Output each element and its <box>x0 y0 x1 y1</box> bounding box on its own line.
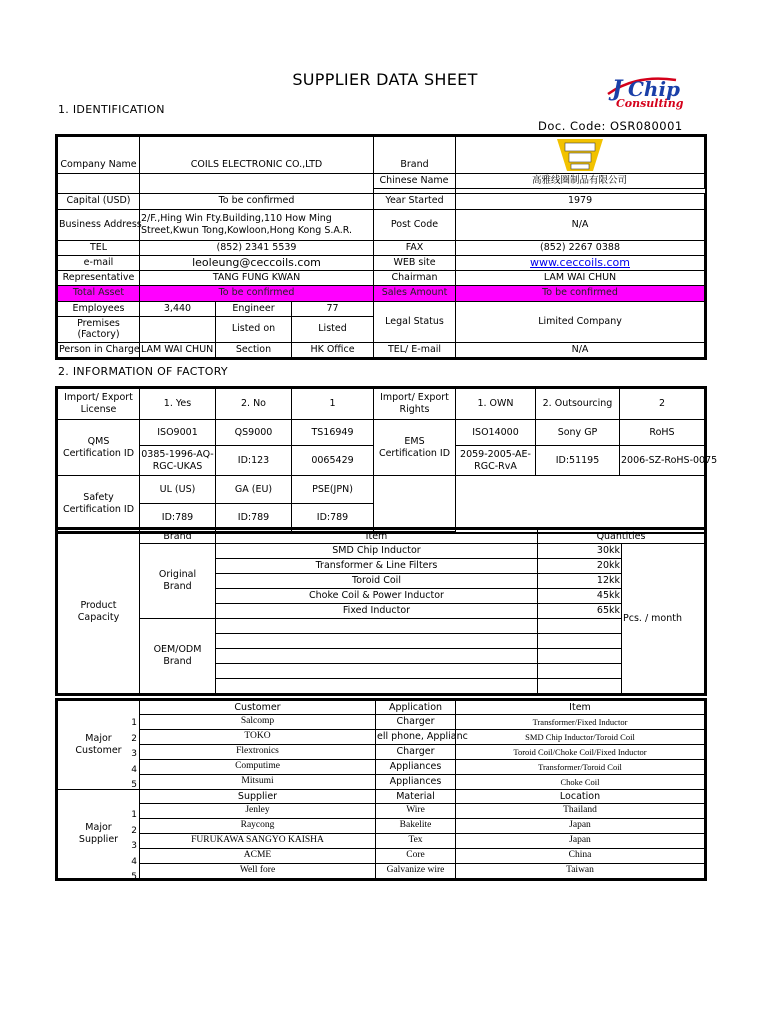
chinese-name-value-cell: 高雅线圈制品有限公司 <box>455 174 704 189</box>
ems-sony-gp: Sony GP <box>536 420 620 446</box>
oem-odm-brand-label: OEM/ODM Brand <box>140 619 216 694</box>
customer-name: Salcomp <box>140 715 376 730</box>
total-asset-value: To be confirmed <box>140 285 374 301</box>
capacity-item-empty <box>216 619 538 634</box>
qms-qs9000: QS9000 <box>216 420 292 446</box>
option-outsourcing: 2. Outsourcing <box>536 389 620 420</box>
qms-iso9001: ISO9001 <box>140 420 216 446</box>
tel-email-label: TEL/ E-mail <box>374 342 456 357</box>
address-line-1: 2/F.,Hing Win Fty.Building,110 How Ming <box>141 213 332 224</box>
capacity-item: SMD Chip Inductor <box>216 544 538 559</box>
supplier-location: Japan <box>456 819 705 834</box>
capacity-item: Transformer & Line Filters <box>216 559 538 574</box>
cec-brand-icon <box>555 137 605 173</box>
capacity-qty-empty <box>538 649 622 664</box>
capacity-qty: 30kk <box>538 544 622 559</box>
employees-value: 3,440 <box>140 301 216 316</box>
doc-code: Doc. Code: OSR080001 <box>538 119 683 133</box>
capacity-qty-empty <box>538 664 622 679</box>
supplier-name: Jenley <box>140 804 376 819</box>
chinese-name-row <box>57 173 705 189</box>
svg-text:Chip: Chip <box>628 77 681 101</box>
ems-rohs: RoHS <box>620 420 705 446</box>
representative-label: Representative <box>58 270 140 285</box>
year-started-value: 1979 <box>456 193 705 209</box>
capital-label: Capital (USD) <box>58 193 140 209</box>
business-address-label: Business Address <box>58 209 140 240</box>
supplier-location: Taiwan <box>456 864 705 879</box>
customer-name: TOKO <box>140 730 376 745</box>
capacity-item: Fixed Inductor <box>216 604 538 619</box>
employees-label: Employees <box>58 301 140 316</box>
safety-pse: PSE(JPN) <box>292 476 374 504</box>
post-code-value: N/A <box>456 209 705 240</box>
total-asset-label: Total Asset <box>58 285 140 301</box>
section-value: HK Office <box>292 342 374 357</box>
capacity-qty-empty <box>538 619 622 634</box>
import-export-license-label: Import/ Export License <box>58 389 140 420</box>
tel-value: (852) 2341 5539 <box>140 240 374 255</box>
supplier-location: Thailand <box>456 804 705 819</box>
tel-email-value: N/A <box>456 342 705 357</box>
customer-name: Mitsumi <box>140 775 376 790</box>
product-capacity-label: Product Capacity <box>58 530 140 694</box>
major-supplier-label: Major Supplier <box>58 790 140 879</box>
capacity-item-empty <box>216 649 538 664</box>
customer-application: Charger <box>376 745 456 760</box>
fax-label: FAX <box>374 240 456 255</box>
section-label: Section <box>216 342 292 357</box>
capacity-qty: 65kk <box>538 604 622 619</box>
sales-amount-label: Sales Amount <box>374 285 456 301</box>
supplier-name: Well fore <box>140 864 376 879</box>
qms-label: QMS Certification ID <box>58 420 140 476</box>
customer-item: SMD Chip Inductor/Toroid Coil <box>456 730 705 745</box>
customer-item: Toroid Coil/Choke Coil/Fixed Inductor <box>456 745 705 760</box>
capacity-item: Choke Coil & Power Inductor <box>216 589 538 604</box>
company-name-label: Company Name <box>58 137 140 194</box>
customer-header: Customer <box>140 701 376 715</box>
customer-name: Flextronics <box>140 745 376 760</box>
capacity-qty: 45kk <box>538 589 622 604</box>
qms-iso9001-id: 0385-1996-AQ- RGC-UKAS <box>140 446 216 476</box>
ems-iso14000-id: 2059-2005-AE- RGC-RvA <box>456 446 536 476</box>
customer-item: Transformer/Fixed Inductor <box>456 715 705 730</box>
application-header: Application <box>376 701 456 715</box>
address-line-2: Street,Kwun Tong,Kowloon,Hong Kong S.A.R. <box>141 224 353 236</box>
import-export-license-value: 1 <box>292 389 374 420</box>
safety-ul: UL (US) <box>140 476 216 504</box>
person-in-charge-label: Person in Charge <box>58 342 140 357</box>
import-export-rights-value: 2 <box>620 389 705 420</box>
customer-supplier-table <box>57 700 705 879</box>
qms-ts16949-id: 0065429 <box>292 446 374 476</box>
person-in-charge-value: LAM WAI CHUN <box>140 342 216 357</box>
customer-application: ell phone, Applianc <box>376 730 456 745</box>
section-factory-heading: 2. INFORMATION OF FACTORY <box>58 365 228 378</box>
capacity-qty-empty <box>538 679 622 694</box>
qms-qs9000-id: ID:123 <box>216 446 292 476</box>
original-brand-label: Original Brand <box>140 544 216 619</box>
option-no: 2. No <box>216 389 292 420</box>
legal-status-value: Limited Company <box>456 301 705 342</box>
import-export-rights-label: Import/ Export Rights <box>374 389 456 420</box>
supplier-material: Tex <box>376 834 456 849</box>
empty-cell <box>374 476 456 532</box>
fax-value: (852) 2267 0388 <box>456 240 705 255</box>
capacity-unit: Pcs. / month <box>622 544 705 694</box>
safety-label: Safety Certification ID <box>58 476 140 532</box>
supplier-material: Galvanize wire <box>376 864 456 879</box>
web-link[interactable]: www.ceccoils.com <box>456 255 705 270</box>
email-link[interactable]: leoleung@ceccoils.com <box>140 255 374 270</box>
supplier-header: Supplier <box>140 790 376 804</box>
supplier-material: Bakelite <box>376 819 456 834</box>
legal-status-label: Legal Status <box>374 301 456 342</box>
capacity-qty: 12kk <box>538 574 622 589</box>
capacity-item-empty <box>216 679 538 694</box>
customer-application: Appliances <box>376 775 456 790</box>
year-started-label: Year Started <box>374 193 456 209</box>
supplier-name: ACME <box>140 849 376 864</box>
representative-value: TANG FUNG KWAN <box>140 270 374 285</box>
email-label: e-mail <box>58 255 140 270</box>
option-own: 1. OWN <box>456 389 536 420</box>
company-name-value: COILS ELECTRONIC CO.,LTD <box>140 137 374 194</box>
major-customer-label: Major Customer <box>58 701 140 790</box>
svg-text:J: J <box>612 76 623 102</box>
capacity-qty-header: Quantities <box>538 530 705 544</box>
capacity-qty-empty <box>538 634 622 649</box>
capacity-item-empty <box>216 634 538 649</box>
safety-pse-id: ID:789 <box>292 504 374 532</box>
svg-text:Consulting: Consulting <box>616 97 684 110</box>
page-title: SUPPLIER DATA SHEET <box>292 70 478 89</box>
safety-ga-id: ID:789 <box>216 504 292 532</box>
tel-label: TEL <box>58 240 140 255</box>
location-header: Location <box>456 790 705 804</box>
qms-ts16949: TS16949 <box>292 420 374 446</box>
capacity-item-empty <box>216 664 538 679</box>
supplier-material: Core <box>376 849 456 864</box>
customer-name: Computime <box>140 760 376 775</box>
premises-value <box>140 316 216 342</box>
customer-application: Charger <box>376 715 456 730</box>
engineer-label: Engineer <box>216 301 292 316</box>
chairman-value: LAM WAI CHUN <box>456 270 705 285</box>
listed-value: Listed <box>292 316 374 342</box>
customer-row-numbers: 1 2 3 4 5 <box>131 718 137 791</box>
ems-rohs-id: 2006-SZ-RoHS-0075 <box>620 446 705 476</box>
customer-item: Choke Coil <box>456 775 705 790</box>
listed-on-label: Listed on <box>216 316 292 342</box>
supplier-name: Raycong <box>140 819 376 834</box>
brand-logo-cell <box>456 137 705 178</box>
material-header: Material <box>376 790 456 804</box>
customer-item: Transformer/Toroid Coil <box>456 760 705 775</box>
safety-ga: GA (EU) <box>216 476 292 504</box>
supplier-row-numbers: 1 2 3 4 5 <box>131 810 137 883</box>
section-identification-heading: 1. IDENTIFICATION <box>58 103 165 116</box>
factory-table <box>57 388 718 532</box>
supplier-location: China <box>456 849 705 864</box>
capacity-item-header: Item <box>216 530 538 544</box>
ems-label: EMS Certification ID <box>374 420 456 476</box>
empty-area <box>456 476 705 532</box>
premises-label: Premises (Factory) <box>58 316 140 342</box>
web-label: WEB site <box>374 255 456 270</box>
identification-table <box>57 136 705 358</box>
chairman-label: Chairman <box>374 270 456 285</box>
capacity-table <box>57 529 705 694</box>
sales-amount-value: To be confirmed <box>456 285 705 301</box>
safety-ul-id: ID:789 <box>140 504 216 532</box>
supplier-material: Wire <box>376 804 456 819</box>
option-yes: 1. Yes <box>140 389 216 420</box>
item-header: Item <box>456 701 705 715</box>
capacity-qty: 20kk <box>538 559 622 574</box>
business-address-value <box>140 209 374 240</box>
capital-value: To be confirmed <box>140 193 374 209</box>
company-logo <box>606 72 706 110</box>
capacity-item: Toroid Coil <box>216 574 538 589</box>
supplier-location: Japan <box>456 834 705 849</box>
brand-label: Brand <box>374 137 456 194</box>
ems-iso14000: ISO14000 <box>456 420 536 446</box>
capacity-brand-header: Brand <box>140 530 216 544</box>
post-code-label: Post Code <box>374 209 456 240</box>
chinese-name-label-cell: Chinese Name <box>373 174 455 189</box>
supplier-name: FURUKAWA SANGYO KAISHA <box>140 834 376 849</box>
engineer-value: 77 <box>292 301 374 316</box>
ems-sony-gp-id: ID:51195 <box>536 446 620 476</box>
j-chip-logo-icon <box>606 72 706 110</box>
customer-application: Appliances <box>376 760 456 775</box>
